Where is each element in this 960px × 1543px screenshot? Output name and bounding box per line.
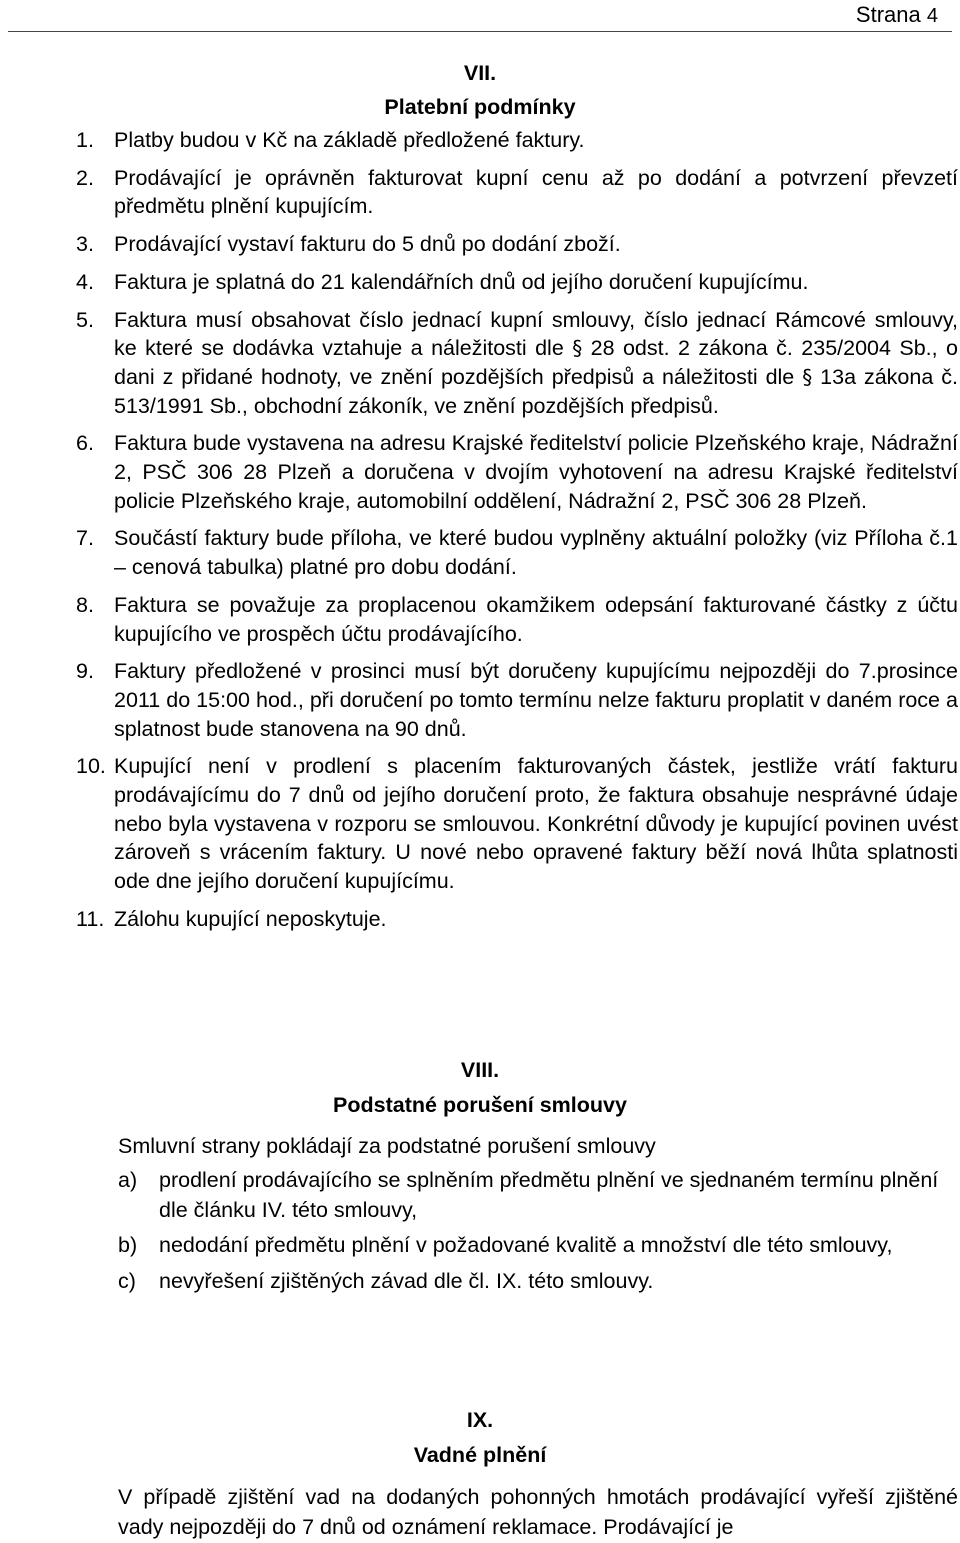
section-9-title: Vadné plnění	[413, 1443, 547, 1467]
item-text: Platby budou v Kč na základě předložené faktury.	[114, 128, 585, 152]
item-number: 3.	[76, 232, 94, 257]
page-number: 4	[926, 5, 938, 27]
page-number-label	[856, 2, 938, 28]
item-text-part: 13a zákona č. 513/1991 Sb., obchodní zákoník, ve znění pozdějších předpisů.	[114, 364, 958, 418]
list-item	[76, 657, 958, 743]
section-7-title: Platební podmínky	[384, 95, 576, 119]
section-sign: §	[572, 336, 583, 361]
item-text: Zálohu kupující neposkytuje.	[114, 906, 387, 931]
item-number: 5.	[76, 307, 94, 332]
item-number: 6.	[76, 431, 94, 456]
section-8-intro: Smluvní strany pokládají za podstatné porušení smlouvy	[118, 1134, 656, 1158]
item-number: 8.	[76, 592, 94, 617]
item-text: Faktura se považuje za proplacenou okamžikem odepsání fakturované částky z účtu kupujícího ve prospěch účtu prodávajícího.	[114, 592, 958, 646]
list-item	[76, 164, 958, 221]
item-text: nedodání předmětu plnění v požadované kvalitě a množství dle této smlouvy,	[159, 1233, 893, 1257]
list-item	[76, 306, 958, 421]
list-item	[76, 126, 958, 155]
header-divider	[8, 31, 952, 32]
section-9-number: IX.	[466, 1408, 494, 1432]
item-text: Prodávající vystaví fakturu do 5 dnů po dodání zboží.	[114, 232, 621, 257]
item-number: 4.	[76, 269, 94, 294]
item-number: 1.	[76, 128, 94, 152]
item-number: 9.	[76, 659, 94, 684]
item-letter: a)	[118, 1168, 138, 1192]
section-sign: §	[802, 364, 813, 389]
item-text: Prodávající je oprávněn fakturovat kupní cenu až po dodání a potvrzení převzetí předmětu plnění kupujícím.	[114, 165, 958, 219]
page-header	[0, 0, 960, 34]
item-text: Faktury předložené v prosinci musí být doručeny kupujícímu nejpozději do 7.prosince 2011 do 15:00 hod., při doručení po tomto termínu nelze fakturu proplatit v daném roce a splatnost bude stanovena na 90 dnů.	[114, 659, 958, 741]
item-number: 7.	[76, 526, 94, 551]
item-text	[114, 306, 958, 421]
item-text: Kupující není v prodlení s placením fakturovaných částek, jestliže vrátí fakturu prodávajícímu do 7 dnů od jejího doručení proto, že faktura obsahuje nesprávné údaje nebo byla vystavena v rozporu se smlouvou. Konkrétní důvody je kupující povinen uvést zároveň s vrácením faktury. U nové nebo opravené faktury běží nová lhůta splatnosti ode dne jejího doručení kupujícímu.	[114, 754, 958, 894]
item-number: 10.	[76, 754, 106, 779]
section-8-title: Podstatné porušení smlouvy	[333, 1093, 627, 1117]
list-item	[76, 905, 958, 934]
item-text: Součástí faktury bude příloha, ve které budou vyplněny aktuální položky (viz Příloha č.1 – cenová tabulka) platné pro dobu dodání.	[114, 526, 958, 580]
item-text: nevyřešení zjištěných závad dle čl. IX. této smlouvy.	[159, 1268, 654, 1293]
item-number: 2.	[76, 165, 94, 190]
item-text: Faktura je splatná do 21 kalendářních dnů od jejího doručení kupujícímu.	[114, 269, 809, 294]
page-label-text: Strana	[855, 2, 921, 27]
item-text-part: Faktura musí obsahovat číslo jednací kupní smlouvy, číslo jednací Rámcové smlouvy, ke které se dodávka vztahuje a náležitosti dle	[114, 307, 958, 361]
list-item	[76, 591, 958, 648]
section-7-list	[76, 126, 958, 943]
list-item	[76, 752, 958, 896]
item-letter: b)	[118, 1233, 138, 1257]
list-item	[76, 230, 958, 259]
item-text: prodlení prodávajícího se splněním předmětu plnění ve sjednaném termínu plnění dle článku IV. této smlouvy,	[159, 1168, 939, 1222]
list-item	[118, 1231, 958, 1261]
item-number: 11.	[76, 906, 105, 931]
list-item	[76, 268, 958, 297]
list-item	[118, 1166, 958, 1225]
section-8-list	[118, 1166, 958, 1302]
section-8-number: VIII.	[460, 1058, 500, 1082]
item-text-part: 28 odst. 2 zákona č. 235/2004 Sb., o dani z přidané hodnoty, ve znění pozdějších předpisů a náležitosti dle	[114, 336, 959, 389]
list-item	[76, 524, 958, 581]
section-7-number: VII.	[463, 61, 497, 85]
item-text: Faktura bude vystavena na adresu Krajské ředitelství policie Plzeňského kraje, Nádražní 2, PSČ 306 28 Plzeň a doručena v dvojím vyhotovení na adresu Krajské ředitelství policie Plzeňského kraje, automobilní oddělení, Nádražní 2, PSČ 306 28 Plzeň.	[114, 431, 958, 513]
item-letter: c)	[118, 1268, 136, 1293]
list-item	[76, 429, 958, 515]
section-9-text: V případě zjištění vad na dodaných pohonných hmotách prodávající vyřeší zjištěné vady nejpozději do 7 dnů od oznámení reklamace. Prodávající je	[118, 1485, 958, 1539]
list-item	[118, 1267, 958, 1297]
